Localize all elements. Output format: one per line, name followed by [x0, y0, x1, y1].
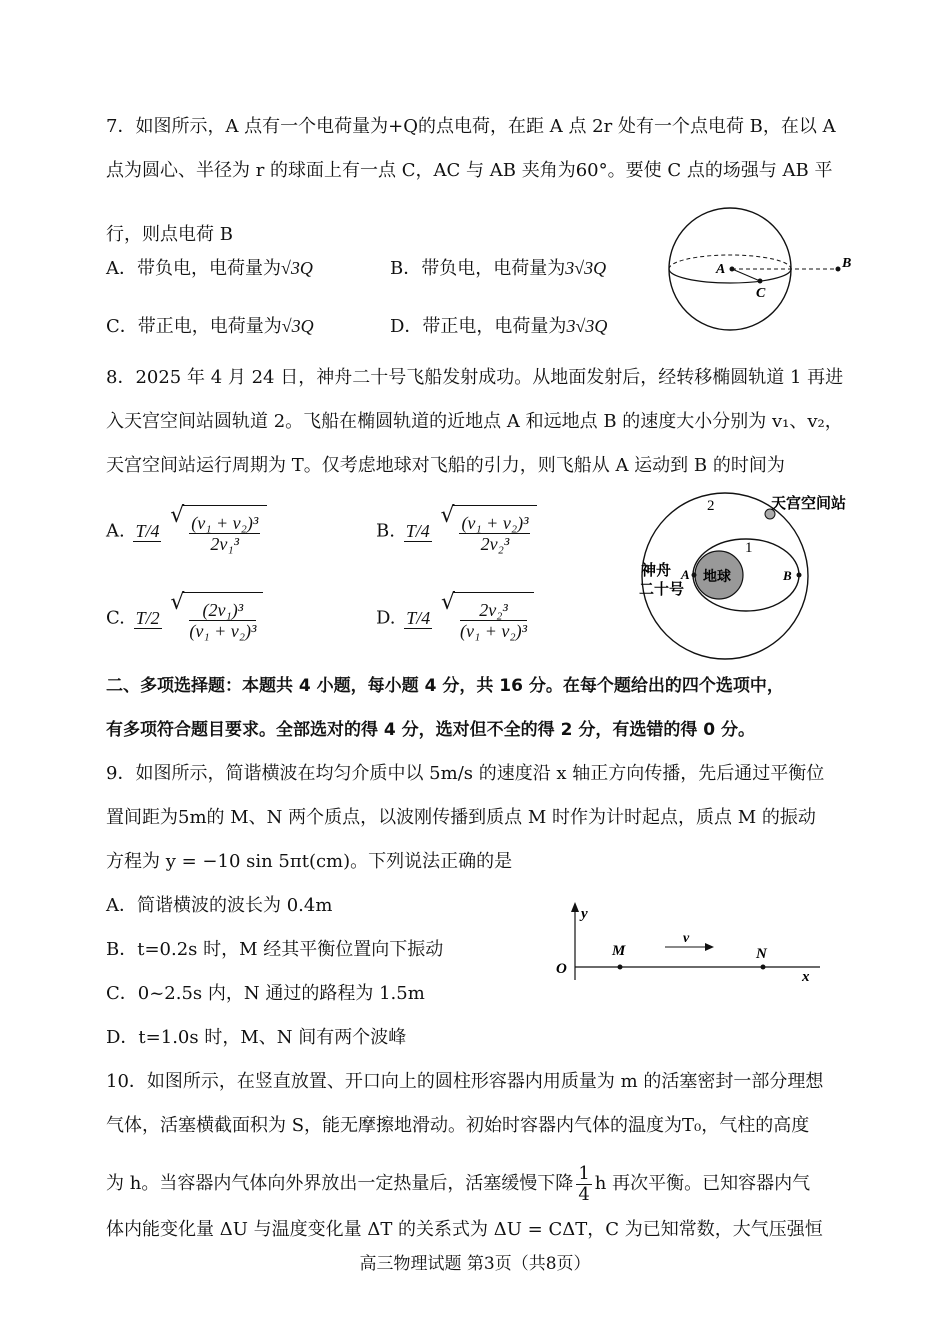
q8-option-d-coef: [404, 608, 432, 629]
label-v: v: [683, 931, 690, 946]
q7-option-b-value: 3√3Q: [565, 258, 607, 278]
q10-line-2: 气体，活塞横截面积为 S，能无摩擦地滑动。初始时容器内气体的温度为T₀，气柱的高度: [106, 1115, 810, 1136]
q9-option-b: B．t=0.2s 时，M 经其平衡位置向下振动: [106, 939, 444, 960]
sphere-equator-back: [669, 255, 791, 269]
q10-fraction-den: 4: [578, 1183, 590, 1205]
label-b: B: [783, 568, 792, 583]
earth-label: 地球: [703, 570, 731, 585]
q8-option-d-label: D.: [376, 607, 396, 629]
sphere-equator-front: [669, 269, 791, 283]
q7-option-d-value: 3√3Q: [566, 316, 608, 336]
q7-line-1: 7．如图所示，A 点有一个电荷量为+Q的点电荷，在距 A 点 2r 处有一个点电荷 B，在以 A: [106, 116, 836, 137]
ship-label-line-2: 二十号: [639, 582, 685, 598]
q8-option-b-label: B.: [376, 520, 395, 542]
point-a: [730, 267, 735, 272]
q9-option-a: A．简谐横波的波长为 0.4m: [106, 895, 333, 916]
label-o: O: [556, 961, 567, 977]
q9-option-c: C．0~2.5s 内，N 通过的路程为 1.5m: [106, 983, 425, 1004]
page-footer: 高三物理试题 第3页（共8页）: [359, 1254, 591, 1274]
label-a: A: [716, 262, 726, 277]
q8-option-b-coef-text: T/4: [405, 521, 430, 541]
q8-option-a-coef: [133, 521, 161, 542]
label-c: C: [756, 286, 766, 301]
q8-option-a-den: 2v₁³: [210, 533, 240, 554]
q8-option-b: [376, 505, 537, 558]
q8-option-a-num: (v₁ + v₂)³: [191, 512, 259, 533]
q7-option-a-text: A．带负电，电荷量为: [106, 258, 281, 279]
point-n: [761, 965, 766, 970]
q9-line-2: 置间距为5m的 M、N 两个质点，以波刚传播到质点 M 时作为计时起点，质点 M 的振动: [106, 807, 816, 828]
label-y: y: [581, 906, 588, 922]
label-n: N: [756, 946, 767, 962]
q7-line-3: 行，则点电荷 B: [106, 224, 233, 245]
label-x: x: [802, 969, 810, 985]
q9-line-1: 9．如图所示，简谐横波在均匀介质中以 5m/s 的速度沿 x 轴正方向传播，先后通过平衡位: [106, 763, 825, 784]
label-a: A: [681, 567, 690, 582]
q8-option-d-den: (v₁ + v₂)³: [460, 620, 528, 641]
q7-option-a-value: √3Q: [281, 258, 313, 278]
q8-option-a: [106, 505, 267, 558]
q10-line-4: 体内能变化量 ΔU 与温度变化量 ΔT 的关系式为 ΔU = CΔT，C 为已知常数，大气压强恒: [106, 1219, 823, 1240]
q8-option-c-den: (v₁ + v₂)³: [189, 620, 257, 641]
q7-option-a: [106, 256, 313, 281]
q9-line-3: 方程为 y = −10 sin 5πt(cm)。下列说法正确的是: [106, 851, 513, 872]
q9-option-d: D．t=1.0s 时，M、N 间有两个波峰: [106, 1027, 407, 1048]
section-2-line-1: 二、多项选择题：本题共 4 小题，每小题 4 分，共 16 分。在每个题给出的四个选项中，: [106, 676, 784, 696]
q8-option-c-num: (2v₁)³: [189, 600, 256, 621]
q10-line-3-fraction: [576, 1164, 591, 1205]
q7-option-c-text: C．带正电，电荷量为: [106, 316, 282, 337]
ship-label-line-1: 神舟: [641, 563, 672, 579]
q8-option-c-radical: √ $\frac{\text{(2v₁)³}}{\text{(v₁ + v₂)³}}$: [170, 592, 263, 645]
q8-option-d-radical: √ $\frac{\text{2v₂³}}{\text{(v₁ + v₂)³}}$: [441, 592, 534, 645]
section-2-line-2: 有多项符合题目要求。全部选对的得 4 分，选对但不全的得 2 分，有选错的得 0 分。: [106, 720, 755, 740]
velocity-arrow-head: [705, 943, 714, 951]
q8-option-d-num: 2v₂³: [460, 600, 527, 621]
q7-option-d: [390, 314, 607, 339]
q8-option-c-coef: [134, 608, 162, 629]
q7-sphere-figure: [660, 205, 860, 335]
q7-option-b-text: B．带负电，电荷量为: [390, 258, 566, 279]
q10-line-3: [106, 1162, 810, 1206]
q8-option-b-num: (v₁ + v₂)³: [461, 512, 529, 533]
q8-line-3: 天宫空间站运行周期为 T。仅考虑地球对飞船的引力，则飞船从 A 运动到 B 的时间为: [106, 455, 785, 476]
q8-option-c-coef-text: T/2: [135, 608, 160, 628]
q8-option-b-den: 2v₂³: [480, 533, 510, 554]
label-m: M: [612, 943, 626, 959]
q8-option-a-label: A.: [106, 520, 125, 542]
q10-line-3-part-b: h 再次平衡。已知容器内气: [594, 1173, 811, 1194]
point-m: [618, 965, 623, 970]
q7-option-c: [106, 314, 314, 339]
q7-line-2: 点为圆心、半径为 r 的球面上有一点 C，AC 与 AB 夹角为60°。要使 C 点的场强与 AB 平: [106, 160, 833, 181]
q10-line-3-part-a: 为 h。当容器内气体向外界放出一定热量后，活塞缓慢下降: [106, 1173, 574, 1194]
q10-fraction-num: 1: [578, 1162, 590, 1184]
label-b: B: [842, 256, 852, 271]
orbit-2-label: 2: [707, 498, 715, 514]
station-label: 天宫空间站: [771, 496, 847, 512]
q7-option-c-value: √3Q: [281, 316, 314, 336]
q8-orbit-figure: [635, 488, 865, 663]
y-axis-arrow: [571, 902, 579, 912]
q7-option-d-text: D．带正电，电荷量为: [390, 316, 567, 337]
orbit-1-label: 1: [745, 540, 753, 556]
q8-line-2: 入天宫空间站圆轨道 2。飞船在椭圆轨道的近地点 A 和远地点 B 的速度大小分别为 v₁、v₂，: [106, 411, 843, 432]
point-b: [797, 573, 802, 578]
q8-option-a-coef-text: T/4: [135, 521, 160, 541]
point-b: [836, 267, 841, 272]
point-c: [758, 279, 763, 284]
q8-option-c-label: C.: [106, 607, 125, 629]
q7-option-b: [390, 256, 606, 281]
q8-option-d-coef-text: T/4: [406, 608, 431, 628]
q8-option-b-coef: [404, 521, 432, 542]
q8-option-a-radical: √ $\frac{\text{(v₁ + v₂)³}}{\text{2v₁³}}$: [170, 505, 267, 558]
q8-option-d: [376, 592, 534, 645]
q10-line-1: 10．如图所示，在竖直放置、开口向上的圆柱形容器内用质量为 m 的活塞密封一部分理想: [106, 1071, 824, 1092]
q9-wave-figure: [550, 900, 830, 990]
point-a: [692, 573, 697, 578]
q8-line-1: 8．2025 年 4 月 24 日，神舟二十号飞船发射成功。从地面发射后，经转移椭圆轨道 1 再进: [106, 367, 844, 388]
q8-option-b-radical: √ $\frac{\text{(v₁ + v₂)³}}{\text{2v₂³}}$: [440, 505, 537, 558]
q8-option-c: [106, 592, 263, 645]
line-a-to-c: [732, 269, 760, 281]
